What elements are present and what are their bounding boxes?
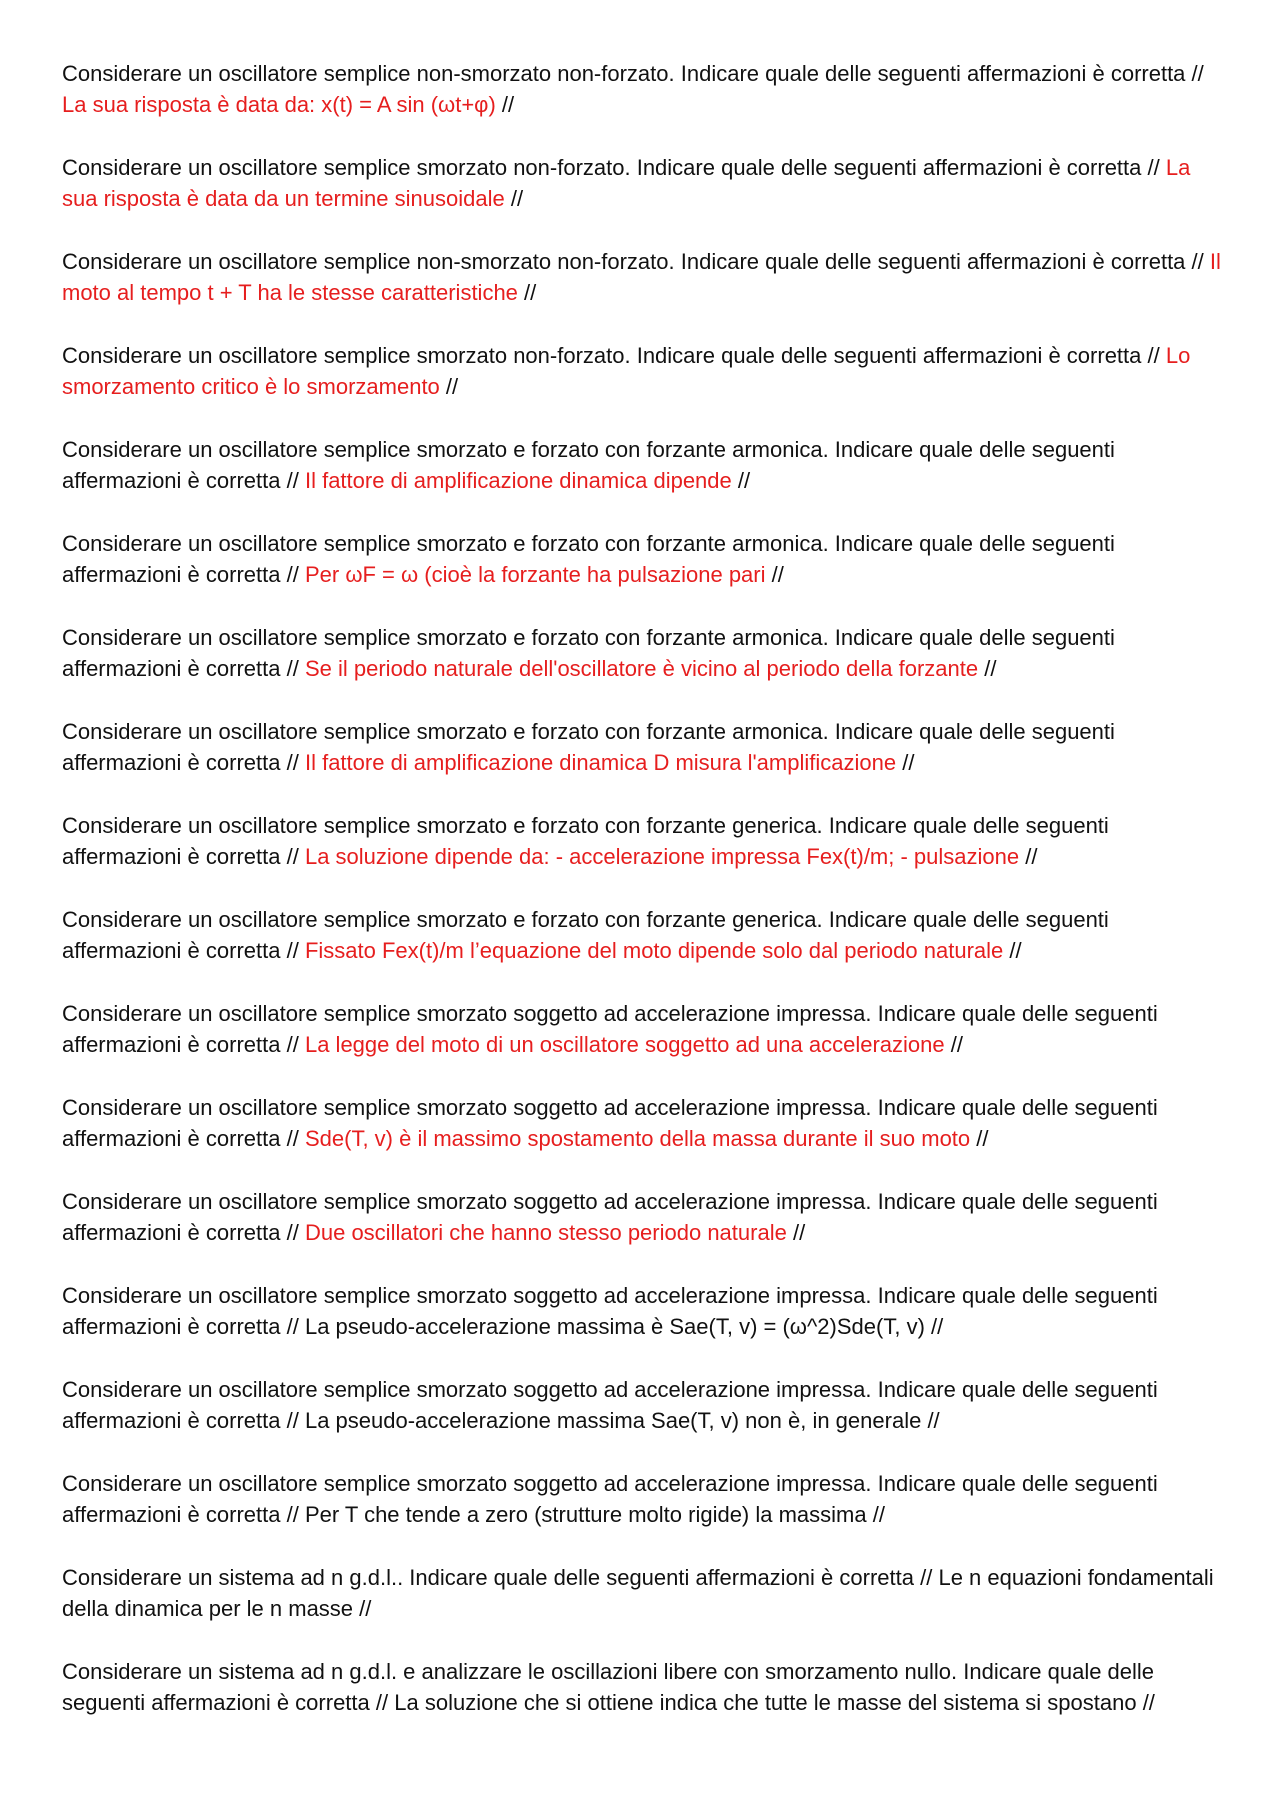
qa-entry (62, 1468, 1222, 1530)
question-text: Considerare un oscillatore semplice smorzato e forzato con forzante armonica. Indicare quale delle seguenti affermazioni è corretta (62, 531, 1115, 587)
question-text: Considerare un oscillatore semplice smorzato soggetto ad accelerazione impressa. Indicare quale delle seguenti affermazioni è corretta (62, 1001, 1158, 1057)
question-text: Considerare un sistema ad n g.d.l.. Indicare quale delle seguenti affermazioni è corretta (62, 1565, 914, 1590)
question-text: Considerare un oscillatore semplice smorzato soggetto ad accelerazione impressa. Indicare quale delle seguenti affermazioni è corretta (62, 1471, 1158, 1527)
document-page (62, 58, 1222, 1750)
qa-entry (62, 434, 1222, 496)
separator: // (792, 1220, 806, 1245)
separator: // (286, 1220, 299, 1245)
qa-entry (62, 1656, 1222, 1718)
answer-text: La soluzione dipende da: - accelerazione impressa Fex(t)/m; - pulsazione (304, 844, 1020, 869)
qa-entry (62, 716, 1222, 778)
separator: // (1191, 61, 1204, 86)
separator: // (445, 374, 459, 399)
separator: // (375, 1690, 389, 1715)
question-text: Considerare un oscillatore semplice smorzato soggetto ad accelerazione impressa. Indicare quale delle seguenti affermazioni è corretta (62, 1095, 1158, 1151)
answer-text: Per ωF = ω (cioè la forzante ha pulsazione pari (304, 562, 766, 587)
question-text: Considerare un oscillatore semplice smorzato non-forzato. Indicare quale delle seguenti affermazioni è corretta (62, 155, 1142, 180)
separator: // (286, 562, 299, 587)
separator: // (976, 1126, 989, 1151)
separator: // (1147, 343, 1160, 368)
question-text: Considerare un oscillatore semplice smorzato e forzato con forzante armonica. Indicare quale delle seguenti affermazioni è corretta (62, 625, 1115, 681)
answer-text: Il fattore di amplificazione dinamica dipende (304, 468, 732, 493)
separator: // (1147, 155, 1160, 180)
separator: // (286, 656, 299, 681)
qa-entry (62, 152, 1222, 214)
qa-entry (62, 904, 1222, 966)
qa-entry (62, 998, 1222, 1060)
question-text: Considerare un oscillatore semplice non-smorzato non-forzato. Indicare quale delle seguenti affermazioni è corretta (62, 61, 1186, 86)
question-text: Considerare un oscillatore semplice smorzato e forzato con forzante generica. Indicare quale delle seguenti affermazioni è corretta (62, 813, 1109, 869)
qa-entry (62, 810, 1222, 872)
question-text: Considerare un oscillatore semplice smorzato soggetto ad accelerazione impressa. Indicare quale delle seguenti affermazioni è corretta (62, 1283, 1158, 1339)
question-text: Considerare un oscillatore semplice smorzato soggetto ad accelerazione impressa. Indicare quale delle seguenti affermazioni è corretta (62, 1377, 1158, 1433)
question-text: Considerare un oscillatore semplice non-smorzato non-forzato. Indicare quale delle seguenti affermazioni è corretta (62, 249, 1186, 274)
separator: // (1025, 844, 1038, 869)
separator: // (510, 186, 524, 211)
separator: // (1009, 938, 1022, 963)
answer-text: Sde(T, v) è il massimo spostamento della massa durante il suo moto (304, 1126, 971, 1151)
question-text: Considerare un sistema ad n g.d.l. e analizzare le oscillazioni libere con smorzamento nullo. Indicare quale delle seguenti affermazioni è corretta (62, 1659, 1155, 1715)
separator: // (286, 750, 299, 775)
question-text: Considerare un oscillatore semplice smorzato e forzato con forzante generica. Indicare quale delle seguenti affermazioni è corretta (62, 907, 1109, 963)
qa-entry (62, 246, 1222, 308)
answer-text: La pseudo-accelerazione massima Sae(T, v) non è, in generale (304, 1408, 922, 1433)
answer-text: Per T che tende a zero (strutture molto rigide) la massima (304, 1502, 867, 1527)
separator: // (902, 750, 915, 775)
separator: // (984, 656, 997, 681)
separator: // (286, 468, 299, 493)
separator: // (286, 844, 299, 869)
answer-text: Se il periodo naturale dell'oscillatore è vicino al periodo della forzante (304, 656, 979, 681)
question-text: Considerare un oscillatore semplice smorzato soggetto ad accelerazione impressa. Indicare quale delle seguenti affermazioni è corretta (62, 1189, 1158, 1245)
qa-entry (62, 1280, 1222, 1342)
separator: // (950, 1032, 963, 1057)
qa-entry (62, 528, 1222, 590)
qa-entry (62, 1186, 1222, 1248)
question-text: Considerare un oscillatore semplice smorzato e forzato con forzante armonica. Indicare quale delle seguenti affermazioni è corretta (62, 719, 1115, 775)
qa-entry (62, 1562, 1222, 1624)
qa-entry (62, 1092, 1222, 1154)
separator: // (286, 1314, 299, 1339)
separator: // (359, 1596, 372, 1621)
answer-text: Il moto al tempo t + T ha le stesse caratteristiche (62, 249, 1221, 305)
separator: // (286, 938, 299, 963)
answer-text: Due oscillatori che hanno stesso periodo naturale (304, 1220, 787, 1245)
separator: // (931, 1314, 944, 1339)
qa-entry (62, 340, 1222, 402)
answer-text: Il fattore di amplificazione dinamica D misura l'amplificazione (304, 750, 897, 775)
qa-entry (62, 1374, 1222, 1436)
separator: // (737, 468, 751, 493)
separator: // (286, 1126, 299, 1151)
answer-text: La pseudo-accelerazione massima è Sae(T, v) = (ω^2)Sde(T, v) (304, 1314, 925, 1339)
qa-entry (62, 58, 1222, 120)
separator: // (286, 1502, 299, 1527)
separator: // (524, 280, 537, 305)
answer-text: Le n equazioni fondamentali della dinamica per le n masse (62, 1565, 1214, 1621)
separator: // (501, 92, 515, 117)
qa-entry (62, 622, 1222, 684)
answer-text: La legge del moto di un oscillatore soggetto ad una accelerazione (304, 1032, 945, 1057)
answer-text: Lo smorzamento critico è lo smorzamento (62, 343, 1191, 399)
answer-text: La soluzione che si ottiene indica che tutte le masse del sistema si spostano (394, 1690, 1137, 1715)
separator: // (286, 1032, 299, 1057)
separator: // (286, 1408, 299, 1433)
separator: // (1191, 249, 1204, 274)
answer-text: Fissato Fex(t)/m l’equazione del moto dipende solo dal periodo naturale (304, 938, 1004, 963)
separator: // (1142, 1690, 1155, 1715)
separator: // (872, 1502, 885, 1527)
separator: // (920, 1565, 933, 1590)
answer-text: La sua risposta è data da: x(t) = A sin (ωt+φ) (62, 92, 496, 117)
separator: // (927, 1408, 940, 1433)
answer-text: La sua risposta è data da un termine sinusoidale (62, 155, 1191, 211)
question-text: Considerare un oscillatore semplice smorzato e forzato con forzante armonica. Indicare quale delle seguenti affermazioni è corretta (62, 437, 1115, 493)
question-text: Considerare un oscillatore semplice smorzato non-forzato. Indicare quale delle seguenti affermazioni è corretta (62, 343, 1142, 368)
separator: // (771, 562, 784, 587)
